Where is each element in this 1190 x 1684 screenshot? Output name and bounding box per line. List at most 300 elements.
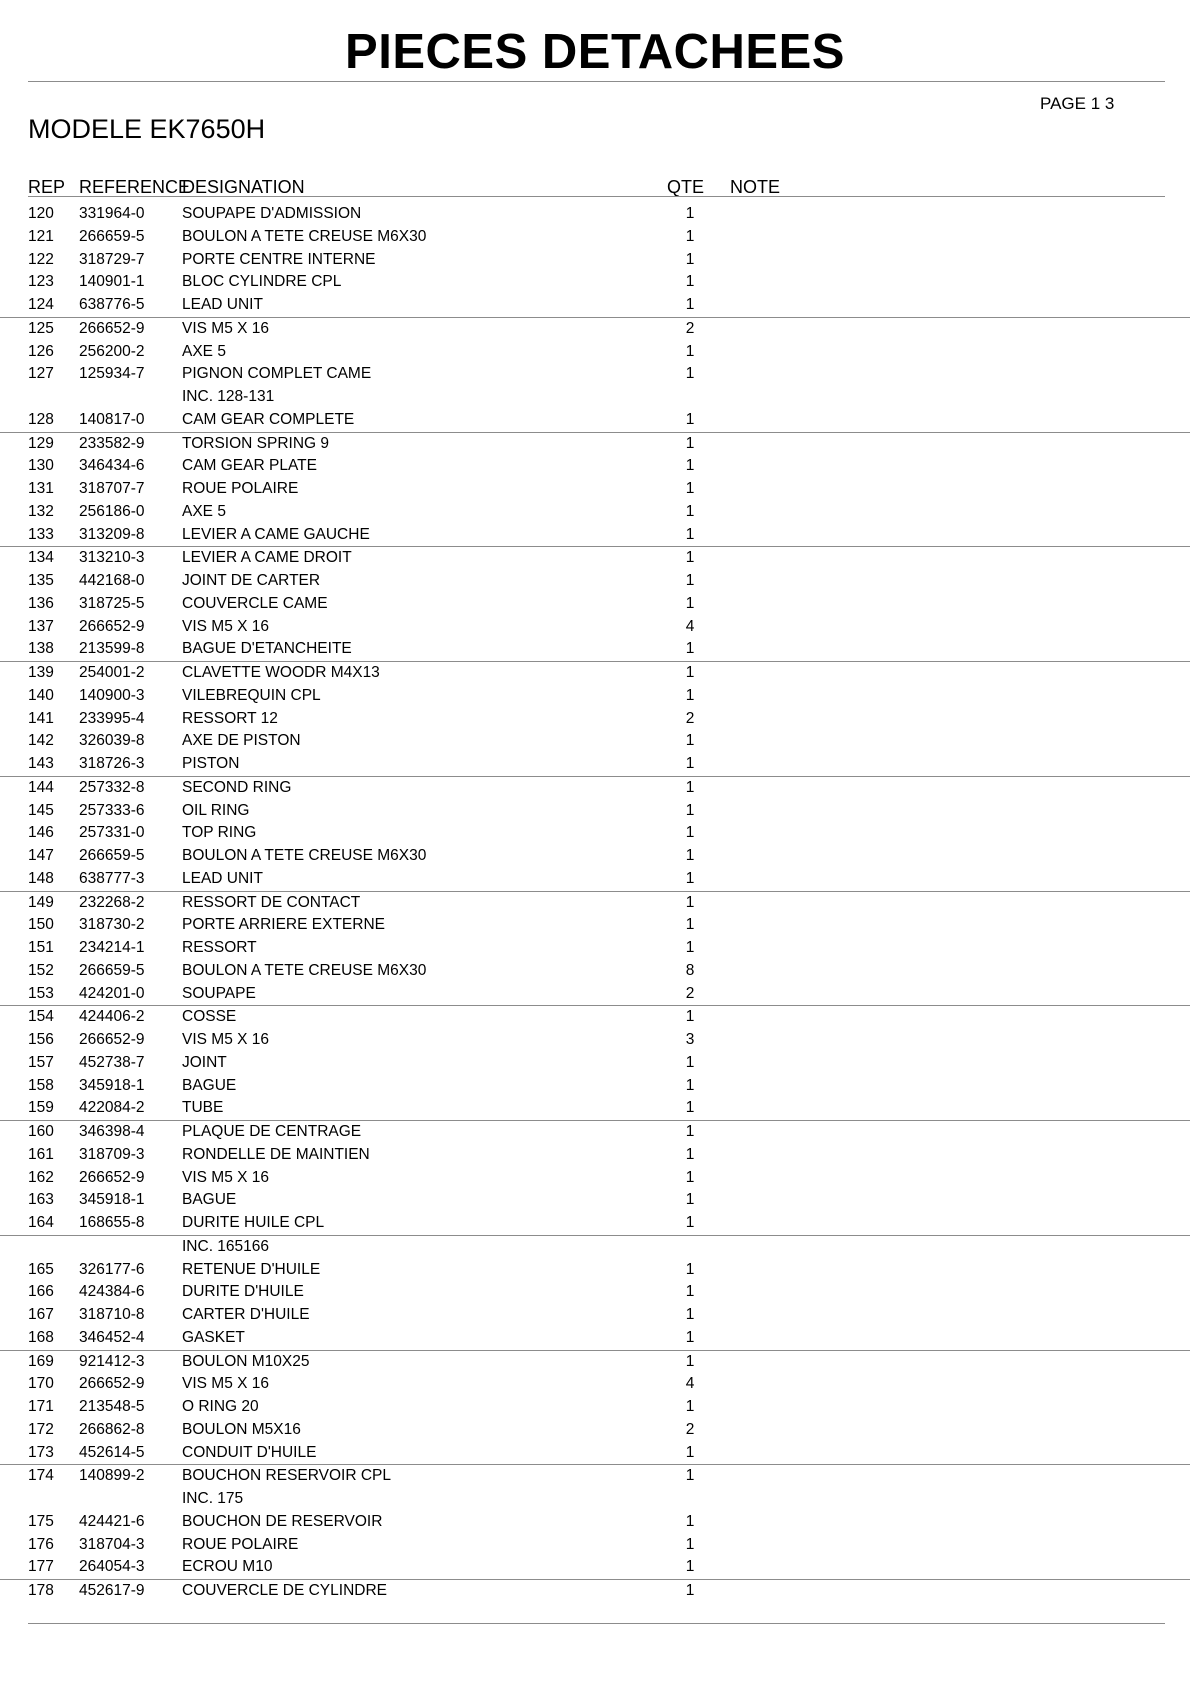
quantity-cell: 1 [685,778,695,796]
designation-cell: SECOND RING [182,778,292,796]
reference-cell: 257331-0 [79,824,145,842]
table-row [0,891,1190,915]
reference-cell: 424201-0 [79,984,145,1002]
rep-cell: 139 [28,664,54,681]
quantity-cell: 1 [685,434,695,452]
rep-cell: 154 [28,1008,54,1026]
rep-cell: 135 [28,572,54,589]
table-row [0,317,1190,341]
rep-cell: 144 [28,778,54,796]
reference-cell: 442168-0 [79,572,145,589]
column-header-qte: QTE [667,177,705,197]
table-row [0,1488,1190,1511]
reference-cell: 168655-8 [79,1214,145,1231]
designation-cell: OIL RING [182,801,250,819]
reference-cell: 318725-5 [79,594,145,612]
designation-cell: INC. 128-131 [182,388,275,405]
designation-cell: RESSORT [182,939,257,956]
designation-cell: BAGUE [182,1191,237,1209]
reference-cell: 638777-3 [79,869,145,887]
quantity-cell: 1 [685,457,695,475]
column-header-rep: REP [28,177,66,197]
quantity-cell: 1 [685,664,695,681]
table-row [0,868,1190,891]
reference-cell: 233582-9 [79,434,145,452]
reference-cell: 232268-2 [79,893,145,911]
quantity-cell: 1 [685,342,695,360]
table-row [0,914,1190,937]
reference-cell: 213548-5 [79,1398,145,1415]
quantity-cell: 1 [685,594,695,612]
table-row [0,708,1190,731]
rep-cell: 149 [28,893,54,911]
rep-cell: 150 [28,916,54,934]
rep-cell: 167 [28,1306,54,1323]
page-title: PIECES DETACHEES [345,25,845,79]
quantity-cell: 1 [685,1512,695,1530]
reference-cell: 424406-2 [79,1008,145,1026]
quantity-cell: 1 [685,273,695,291]
designation-cell: GASKET [182,1328,245,1346]
table-row [0,570,1190,593]
rep-cell: 169 [28,1352,54,1370]
rep-cell: 158 [28,1076,54,1094]
model-heading: MODELE EK7650H [28,114,266,144]
reference-cell: 331964-0 [79,205,145,222]
quantity-cell: 1 [685,1398,695,1415]
rep-cell: 168 [28,1328,54,1346]
quantity-cell: 1 [685,732,695,750]
reference-cell: 313209-8 [79,525,145,543]
rep-cell: 156 [28,1031,54,1048]
table-row [0,524,1190,547]
reference-cell: 256200-2 [79,342,145,360]
table-row [0,1327,1190,1350]
designation-cell: RESSORT 12 [182,709,278,727]
quantity-cell: 1 [685,939,695,956]
reference-cell: 424384-6 [79,1283,145,1301]
designation-cell: ROUE POLAIRE [182,1535,299,1553]
quantity-cell: 2 [685,709,695,727]
table-row [0,1464,1190,1488]
quantity-cell: 1 [685,824,695,842]
table-row [0,1281,1190,1304]
quantity-cell: 1 [685,1053,695,1071]
reference-cell: 345918-1 [79,1191,145,1209]
quantity-cell: 1 [685,640,695,658]
quantity-cell: 8 [685,961,695,979]
quantity-cell: 1 [685,1123,695,1140]
designation-cell: COUVERCLE DE CYLINDRE [182,1582,387,1599]
quantity-cell: 1 [685,869,695,887]
designation-cell: SOUPAPE D'ADMISSION [182,205,362,222]
rep-cell: 173 [28,1443,54,1461]
designation-cell: PISTON [182,755,240,772]
reference-cell: 266652-9 [79,1031,145,1048]
reference-cell: 318710-8 [79,1306,145,1323]
designation-cell: BOULON M10X25 [182,1352,310,1370]
reference-cell: 318730-2 [79,916,145,934]
designation-cell: RESSORT DE CONTACT [182,893,361,911]
quantity-cell: 1 [685,296,695,313]
reference-cell: 140900-3 [79,686,145,704]
rep-cell: 131 [28,480,54,497]
designation-cell: PIGNON COMPLET CAME [182,365,372,383]
table-row [0,249,1190,272]
quantity-cell: 1 [685,250,695,268]
table-row [0,845,1190,868]
table-row [0,937,1190,960]
title-divider [28,81,1165,82]
reference-cell: 346452-4 [79,1328,145,1346]
table-row [0,271,1190,294]
rep-cell: 145 [28,801,54,819]
designation-cell: BOUCHON RESERVOIR CPL [182,1467,392,1485]
designation-cell: LEAD UNIT [182,869,263,887]
reference-cell: 921412-3 [79,1352,145,1370]
reference-cell: 318704-3 [79,1535,145,1553]
quantity-cell: 1 [685,227,695,245]
designation-cell: CAM GEAR COMPLETE [182,410,355,428]
rep-cell: 159 [28,1099,54,1117]
column-header-reference: REFERENCE [79,177,191,197]
rep-cell: 123 [28,273,54,291]
table-row [0,1029,1190,1052]
rep-cell: 136 [28,594,54,612]
table-row [0,478,1190,501]
table-row [0,638,1190,661]
quantity-cell: 1 [685,549,695,567]
page-number: PAGE 1 3 [1040,94,1115,113]
designation-cell: BLOC CYLINDRE CPL [182,273,342,291]
reference-cell: 266652-9 [79,1168,145,1186]
designation-cell: CAM GEAR PLATE [182,457,317,475]
rep-cell: 132 [28,502,54,520]
table-row [0,1144,1190,1167]
reference-cell: 318726-3 [79,755,145,772]
designation-cell: CONDUIT D'HUILE [182,1443,317,1461]
reference-cell: 326177-6 [79,1260,145,1278]
quantity-cell: 1 [685,1467,695,1485]
reference-cell: 140901-1 [79,273,145,291]
designation-cell: AXE 5 [182,502,226,520]
table-row [0,1167,1190,1190]
designation-cell: LEVIER A CAME GAUCHE [182,525,370,543]
reference-cell: 318709-3 [79,1145,145,1163]
quantity-cell: 1 [685,1582,695,1599]
designation-cell: VIS M5 X 16 [182,1168,270,1186]
rep-cell: 171 [28,1398,54,1415]
reference-cell: 326039-8 [79,732,145,750]
reference-cell: 266862-8 [79,1420,145,1438]
column-header-note: NOTE [730,177,781,197]
quantity-cell: 1 [685,847,695,864]
table-row [0,363,1190,386]
table-row [0,1075,1190,1098]
reference-cell: 424421-6 [79,1512,145,1530]
table-row [0,1419,1190,1442]
quantity-cell: 1 [685,1214,695,1231]
designation-cell: LEVIER A CAME DROIT [182,549,352,567]
table-row [0,341,1190,364]
designation-cell: INC. 165166 [182,1237,270,1255]
reference-cell: 234214-1 [79,939,145,956]
designation-cell: VIS M5 X 16 [182,617,270,635]
designation-cell: VIS M5 X 16 [182,1031,270,1048]
quantity-cell: 1 [685,1558,695,1576]
table-row [0,800,1190,823]
designation-cell: O RING 20 [182,1398,259,1415]
rep-cell: 142 [28,732,54,750]
rep-cell: 140 [28,686,54,704]
rep-cell: 153 [28,984,54,1002]
rep-cell: 141 [28,709,54,727]
rep-cell: 146 [28,824,54,842]
reference-cell: 313210-3 [79,549,145,567]
table-row [0,1579,1190,1603]
table-row [0,501,1190,524]
table-row [0,776,1190,800]
reference-cell: 264054-3 [79,1558,145,1576]
rep-cell: 161 [28,1145,54,1163]
rep-cell: 176 [28,1535,54,1553]
table-row [0,1373,1190,1396]
rep-cell: 147 [28,847,54,864]
rep-cell: 178 [28,1582,54,1599]
table-row [0,1556,1190,1579]
reference-cell: 346398-4 [79,1123,145,1140]
table-row [0,1259,1190,1282]
rep-cell: 122 [28,250,54,268]
quantity-cell: 1 [685,1260,695,1278]
table-row [0,661,1190,685]
quantity-cell: 1 [685,916,695,934]
quantity-cell: 1 [685,410,695,428]
quantity-cell: 1 [685,1306,695,1323]
reference-cell: 266652-9 [79,1375,145,1393]
rep-cell: 174 [28,1467,54,1485]
quantity-cell: 1 [685,1283,695,1301]
table-row [0,983,1190,1006]
quantity-cell: 4 [685,617,695,635]
reference-cell: 318729-7 [79,250,145,268]
quantity-cell: 4 [685,1375,695,1393]
designation-cell: LEAD UNIT [182,296,263,313]
designation-cell: CARTER D'HUILE [182,1306,310,1323]
quantity-cell: 1 [685,801,695,819]
rep-cell: 164 [28,1214,54,1231]
reference-cell: 318707-7 [79,480,145,497]
rep-cell: 157 [28,1053,54,1071]
quantity-cell: 1 [685,1443,695,1461]
header-divider [28,196,1165,197]
reference-cell: 266652-9 [79,617,145,635]
designation-cell: COUVERCLE CAME [182,594,328,612]
reference-cell: 266652-9 [79,319,145,337]
designation-cell: VILEBREQUIN CPL [182,686,321,704]
table-row [0,432,1190,456]
designation-cell: TUBE [182,1099,224,1117]
designation-cell: DURITE D'HUILE [182,1283,304,1301]
rep-cell: 129 [28,434,54,452]
table-row [0,1189,1190,1212]
quantity-cell: 2 [685,319,695,337]
reference-cell: 452738-7 [79,1053,145,1071]
table-row [0,1304,1190,1327]
designation-cell: TORSION SPRING 9 [182,434,329,452]
reference-cell: 233995-4 [79,709,145,727]
rep-cell: 163 [28,1191,54,1209]
designation-cell: AXE DE PISTON [182,732,301,750]
table-row [0,226,1190,249]
table-row [0,386,1190,409]
table-row [0,546,1190,570]
rep-cell: 175 [28,1512,54,1530]
quantity-cell: 1 [685,1008,695,1026]
table-row [0,455,1190,478]
designation-cell: BOULON A TETE CREUSE M6X30 [182,961,427,979]
quantity-cell: 1 [685,1076,695,1094]
designation-cell: BAGUE D'ETANCHEITE [182,640,352,658]
rep-cell: 177 [28,1558,54,1576]
quantity-cell: 1 [685,1328,695,1346]
designation-cell: BOULON M5X16 [182,1420,301,1438]
quantity-cell: 1 [685,686,695,704]
rep-cell: 160 [28,1123,54,1140]
quantity-cell: 1 [685,502,695,520]
rep-cell: 134 [28,549,54,567]
rep-cell: 125 [28,319,54,337]
designation-cell: TOP RING [182,824,257,842]
reference-cell: 254001-2 [79,664,145,681]
quantity-cell: 1 [685,480,695,497]
table-row [0,753,1190,776]
quantity-cell: 2 [685,1420,695,1438]
designation-cell: BOUCHON DE RESERVOIR [182,1512,383,1530]
table-row [0,1212,1190,1235]
reference-cell: 140817-0 [79,410,145,428]
rep-cell: 128 [28,410,54,428]
table-row [0,1005,1190,1029]
reference-cell: 256186-0 [79,502,145,520]
reference-cell: 638776-5 [79,296,145,313]
rep-cell: 138 [28,640,54,658]
table-row [0,1442,1190,1465]
designation-cell: RETENUE D'HUILE [182,1260,321,1278]
table-row [0,1235,1190,1259]
designation-cell: JOINT DE CARTER [182,572,321,589]
reference-cell: 266659-5 [79,227,145,245]
quantity-cell: 3 [685,1031,695,1048]
rep-cell: 127 [28,365,54,383]
reference-cell: 257333-6 [79,801,145,819]
quantity-cell: 1 [685,755,695,772]
table-row [0,1120,1190,1144]
reference-cell: 345918-1 [79,1076,145,1094]
designation-cell: DURITE HUILE CPL [182,1214,325,1231]
quantity-cell: 1 [685,1145,695,1163]
quantity-cell: 1 [685,365,695,383]
rep-cell: 172 [28,1420,54,1438]
reference-cell: 266659-5 [79,847,145,864]
rep-cell: 148 [28,869,54,887]
table-row [0,1396,1190,1419]
rep-cell: 130 [28,457,54,475]
quantity-cell: 1 [685,1099,695,1117]
table-row [0,1511,1190,1534]
designation-cell: VIS M5 X 16 [182,319,270,337]
reference-cell: 422084-2 [79,1099,145,1117]
quantity-cell: 1 [685,1191,695,1209]
rep-cell: 143 [28,755,54,772]
quantity-cell: 1 [685,1535,695,1553]
quantity-cell: 1 [685,205,695,222]
designation-cell: ECROU M10 [182,1558,273,1576]
designation-cell: JOINT [182,1053,227,1071]
quantity-cell: 1 [685,525,695,543]
designation-cell: CLAVETTE WOODR M4X13 [182,664,380,681]
rep-cell: 126 [28,342,54,360]
reference-cell: 452617-9 [79,1582,145,1599]
designation-cell: AXE 5 [182,342,226,360]
designation-cell: ROUE POLAIRE [182,480,299,497]
table-row [0,294,1190,317]
designation-cell: PORTE ARRIERE EXTERNE [182,916,385,934]
quantity-cell: 2 [685,984,695,1002]
rep-cell: 124 [28,296,54,313]
rep-cell: 121 [28,227,54,245]
reference-cell: 257332-8 [79,778,145,796]
reference-cell: 125934-7 [79,365,145,383]
rep-cell: 151 [28,939,54,956]
designation-cell: BOULON A TETE CREUSE M6X30 [182,847,427,864]
reference-cell: 452614-5 [79,1443,145,1461]
designation-cell: INC. 175 [182,1490,244,1507]
table-row [0,822,1190,845]
table-row [0,960,1190,983]
table-row [0,730,1190,753]
designation-cell: VIS M5 X 16 [182,1375,270,1393]
table-row [0,593,1190,616]
rep-cell: 170 [28,1375,54,1393]
footer-divider [28,1623,1165,1624]
rep-cell: 165 [28,1260,54,1278]
designation-cell: COSSE [182,1008,237,1026]
designation-cell: RONDELLE DE MAINTIEN [182,1145,370,1163]
table-row [0,1534,1190,1557]
reference-cell: 213599-8 [79,640,145,658]
rep-cell: 152 [28,961,54,979]
rep-cell: 162 [28,1168,54,1186]
table-row [0,685,1190,708]
table-row [0,1097,1190,1120]
table-row [0,1052,1190,1075]
designation-cell: PORTE CENTRE INTERNE [182,250,376,268]
rep-cell: 166 [28,1283,54,1301]
rep-cell: 120 [28,205,54,222]
designation-cell: BAGUE [182,1076,237,1094]
table-row [0,1350,1190,1374]
table-row [0,616,1190,639]
reference-cell: 346434-6 [79,457,145,475]
rep-cell: 133 [28,525,54,543]
reference-cell: 140899-2 [79,1467,145,1485]
designation-cell: BOULON A TETE CREUSE M6X30 [182,227,427,245]
parts-table [0,203,1190,1603]
quantity-cell: 1 [685,1352,695,1370]
quantity-cell: 1 [685,893,695,911]
rep-cell: 137 [28,617,54,635]
